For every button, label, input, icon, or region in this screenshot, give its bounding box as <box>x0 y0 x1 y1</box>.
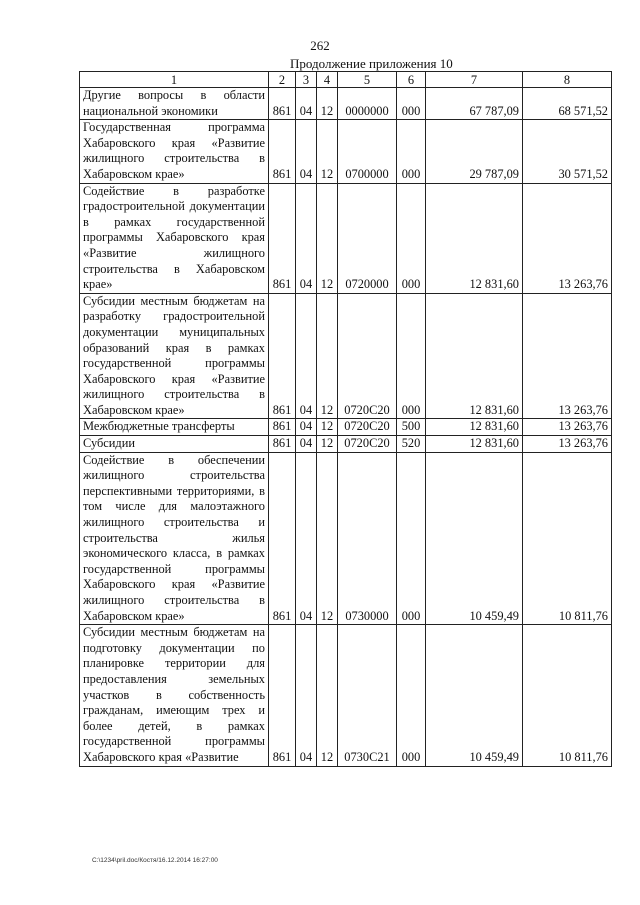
budget-table <box>79 71 612 767</box>
row-amount-2016-cell: 30 571,52 <box>523 120 612 183</box>
row-amount-2015-cell: 12 831,60 <box>426 436 523 453</box>
row-pr-cell: 12 <box>317 436 338 453</box>
table-row <box>80 120 612 183</box>
row-csr-cell: 0730С21 <box>338 625 397 766</box>
row-amount-2015-cell: 12 831,60 <box>426 293 523 419</box>
row-amount-2016-cell: 13 263,76 <box>523 436 612 453</box>
row-csr-cell: 0000000 <box>338 88 397 120</box>
row-csr-cell: 0700000 <box>338 120 397 183</box>
row-gr-cell: 861 <box>269 419 296 436</box>
row-csr-cell: 0720000 <box>338 183 397 293</box>
row-name-cell: Межбюджетные трансферты <box>80 419 269 436</box>
row-vr-cell: 500 <box>397 419 426 436</box>
table-body <box>80 88 612 767</box>
row-vr-cell: 000 <box>397 120 426 183</box>
row-rz-cell: 04 <box>296 88 317 120</box>
row-csr-cell: 0720С20 <box>338 419 397 436</box>
row-amount-2015-cell: 67 787,09 <box>426 88 523 120</box>
row-gr-cell: 861 <box>269 436 296 453</box>
row-rz-cell: 04 <box>296 419 317 436</box>
row-amount-2016-cell: 68 571,52 <box>523 88 612 120</box>
table-row <box>80 293 612 419</box>
row-vr-cell: 000 <box>397 293 426 419</box>
column-header: 7 <box>426 72 523 88</box>
column-header: 3 <box>296 72 317 88</box>
table-row <box>80 183 612 293</box>
column-header: 4 <box>317 72 338 88</box>
row-name-cell: Субсидии местным бюджетам на разработку градостроительной документации муниципальных образований края в рамках государственной программы Хабаровского края «Развитие жилищного строительства в Хабаровском крае» <box>80 293 269 419</box>
row-csr-cell: 0730000 <box>338 452 397 625</box>
row-csr-cell: 0720С20 <box>338 293 397 419</box>
row-rz-cell: 04 <box>296 452 317 625</box>
row-amount-2016-cell: 13 263,76 <box>523 419 612 436</box>
table-row <box>80 452 612 625</box>
row-gr-cell: 861 <box>269 183 296 293</box>
row-name-cell: Государственная программа Хабаровского края «Развитие жилищного строительства в Хабаровском крае» <box>80 120 269 183</box>
row-amount-2016-cell: 10 811,76 <box>523 452 612 625</box>
row-pr-cell: 12 <box>317 183 338 293</box>
row-gr-cell: 861 <box>269 452 296 625</box>
table-row <box>80 419 612 436</box>
column-header: 6 <box>397 72 426 88</box>
row-pr-cell: 12 <box>317 452 338 625</box>
row-amount-2015-cell: 12 831,60 <box>426 419 523 436</box>
column-header: 5 <box>338 72 397 88</box>
row-vr-cell: 000 <box>397 452 426 625</box>
row-vr-cell: 000 <box>397 88 426 120</box>
row-gr-cell: 861 <box>269 88 296 120</box>
row-amount-2016-cell: 13 263,76 <box>523 293 612 419</box>
row-amount-2015-cell: 12 831,60 <box>426 183 523 293</box>
row-rz-cell: 04 <box>296 436 317 453</box>
row-name-cell: Субсидии местным бюджетам на подготовку документации по планировке территории для предоставления земельных участков в собственность гражданам, имеющим трех и более детей, в рамках государственной программы Хабаровского края «Развитие <box>80 625 269 766</box>
column-header: 8 <box>523 72 612 88</box>
row-rz-cell: 04 <box>296 293 317 419</box>
row-vr-cell: 520 <box>397 436 426 453</box>
row-vr-cell: 000 <box>397 625 426 766</box>
row-amount-2016-cell: 10 811,76 <box>523 625 612 766</box>
row-rz-cell: 04 <box>296 183 317 293</box>
row-name-cell: Субсидии <box>80 436 269 453</box>
table-header-row <box>80 72 612 88</box>
row-pr-cell: 12 <box>317 88 338 120</box>
column-header: 1 <box>80 72 269 88</box>
row-name-cell: Другие вопросы в области национальной экономики <box>80 88 269 120</box>
footer-file-path: C:\1234\pril.doc/Костя/16.12.2014 16:27:00 <box>92 857 218 864</box>
row-rz-cell: 04 <box>296 120 317 183</box>
column-header: 2 <box>269 72 296 88</box>
table-row <box>80 436 612 453</box>
row-rz-cell: 04 <box>296 625 317 766</box>
row-name-cell: Содействие в обеспечении жилищного строительства перспективными территориями, в том числе для малоэтажного жилищного строительства и строительства жилья экономического класса, в рамках государственной программы Хабаровского края «Развитие жилищного строительства в Хабаровском крае» <box>80 452 269 625</box>
row-vr-cell: 000 <box>397 183 426 293</box>
table-row <box>80 625 612 766</box>
row-amount-2016-cell: 13 263,76 <box>523 183 612 293</box>
continuation-caption: Продолжение приложения 10 <box>290 56 453 71</box>
page-number: 262 <box>310 38 330 53</box>
row-amount-2015-cell: 10 459,49 <box>426 625 523 766</box>
row-pr-cell: 12 <box>317 419 338 436</box>
row-gr-cell: 861 <box>269 293 296 419</box>
row-pr-cell: 12 <box>317 120 338 183</box>
row-gr-cell: 861 <box>269 625 296 766</box>
table-row <box>80 88 612 120</box>
row-amount-2015-cell: 29 787,09 <box>426 120 523 183</box>
row-csr-cell: 0720С20 <box>338 436 397 453</box>
row-amount-2015-cell: 10 459,49 <box>426 452 523 625</box>
row-name-cell: Содействие в разработке градостроительной документации в рамках государственной программы Хабаровского края «Развитие жилищного строительства в Хабаровском крае» <box>80 183 269 293</box>
row-pr-cell: 12 <box>317 625 338 766</box>
row-pr-cell: 12 <box>317 293 338 419</box>
row-gr-cell: 861 <box>269 120 296 183</box>
